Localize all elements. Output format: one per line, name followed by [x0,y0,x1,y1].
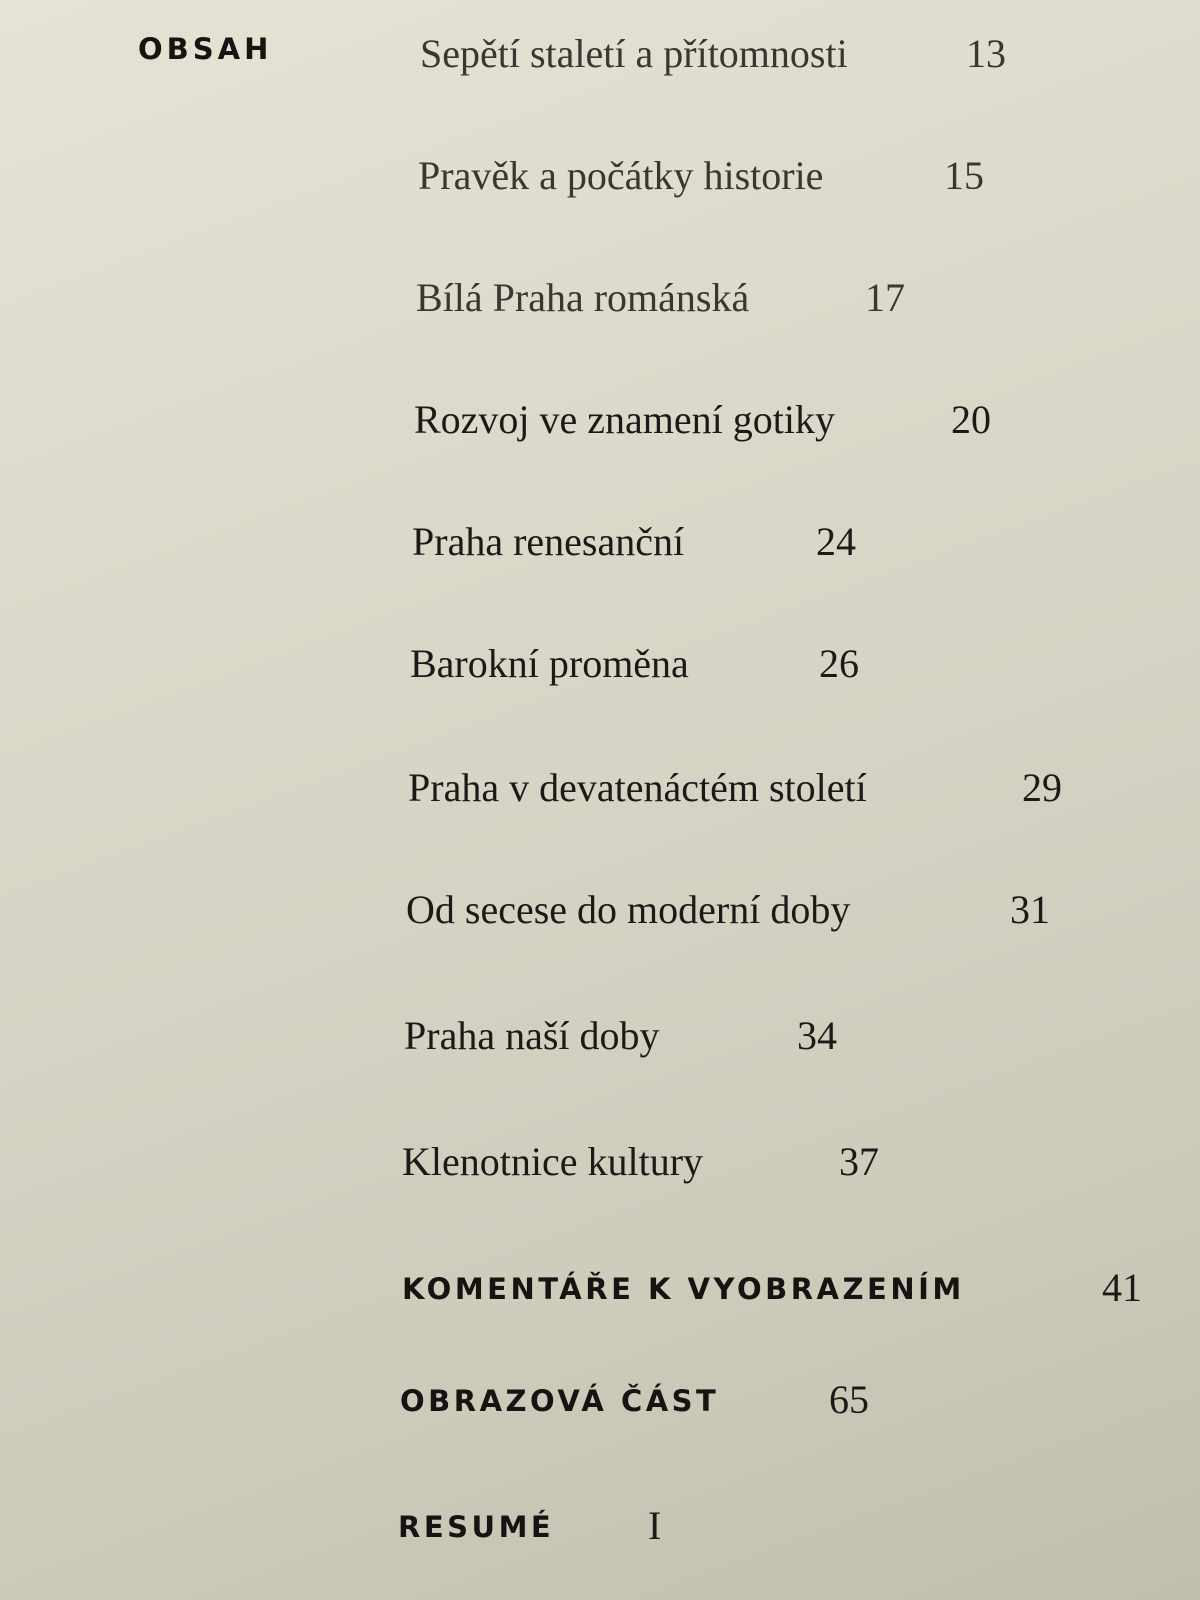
toc-entry-page: 15 [944,153,984,198]
toc-entry-page: 24 [816,519,856,564]
toc-entry-title: Od secese do moderní doby [406,887,851,932]
toc-entry-title: Klenotnice kultury [402,1139,704,1184]
toc-entry-page: 31 [1010,887,1050,932]
toc-entry-title: OBRAZOVÁ ČÁST [400,1384,720,1418]
toc-entry-page: 17 [865,275,905,320]
toc-entry-page: 37 [839,1139,879,1184]
toc-entry-title: Barokní proměna [410,641,689,686]
toc-entry-title: Praha renesanční [412,519,685,564]
toc-entry-title: RESUMÉ [398,1510,555,1544]
contents-heading: OBSAH [138,32,273,66]
toc-entry-page: 13 [966,31,1006,76]
toc-entry-title: Bílá Praha románská [416,275,750,320]
toc-entry-title: Sepětí staletí a přítomnosti [420,31,848,76]
toc-entry-title: Rozvoj ve znamení gotiky [414,397,836,442]
toc-entry-title: KOMENTÁŘE K VYOBRAZENÍM [402,1272,965,1306]
toc-entry-page: 41 [1102,1265,1142,1310]
toc-entry-title: Praha naší doby [404,1013,660,1058]
toc-entry-page: 34 [797,1013,837,1058]
toc-entry-title: Pravěk a počátky historie [418,153,824,198]
toc-entry-page: 26 [819,641,859,686]
toc-entry-page: 65 [829,1377,869,1422]
toc-entry-page: 20 [951,397,991,442]
toc-entry-title: Praha v devatenáctém století [408,765,867,810]
toc-entry-page: 29 [1022,765,1062,810]
toc-entry-page: I [648,1503,662,1548]
